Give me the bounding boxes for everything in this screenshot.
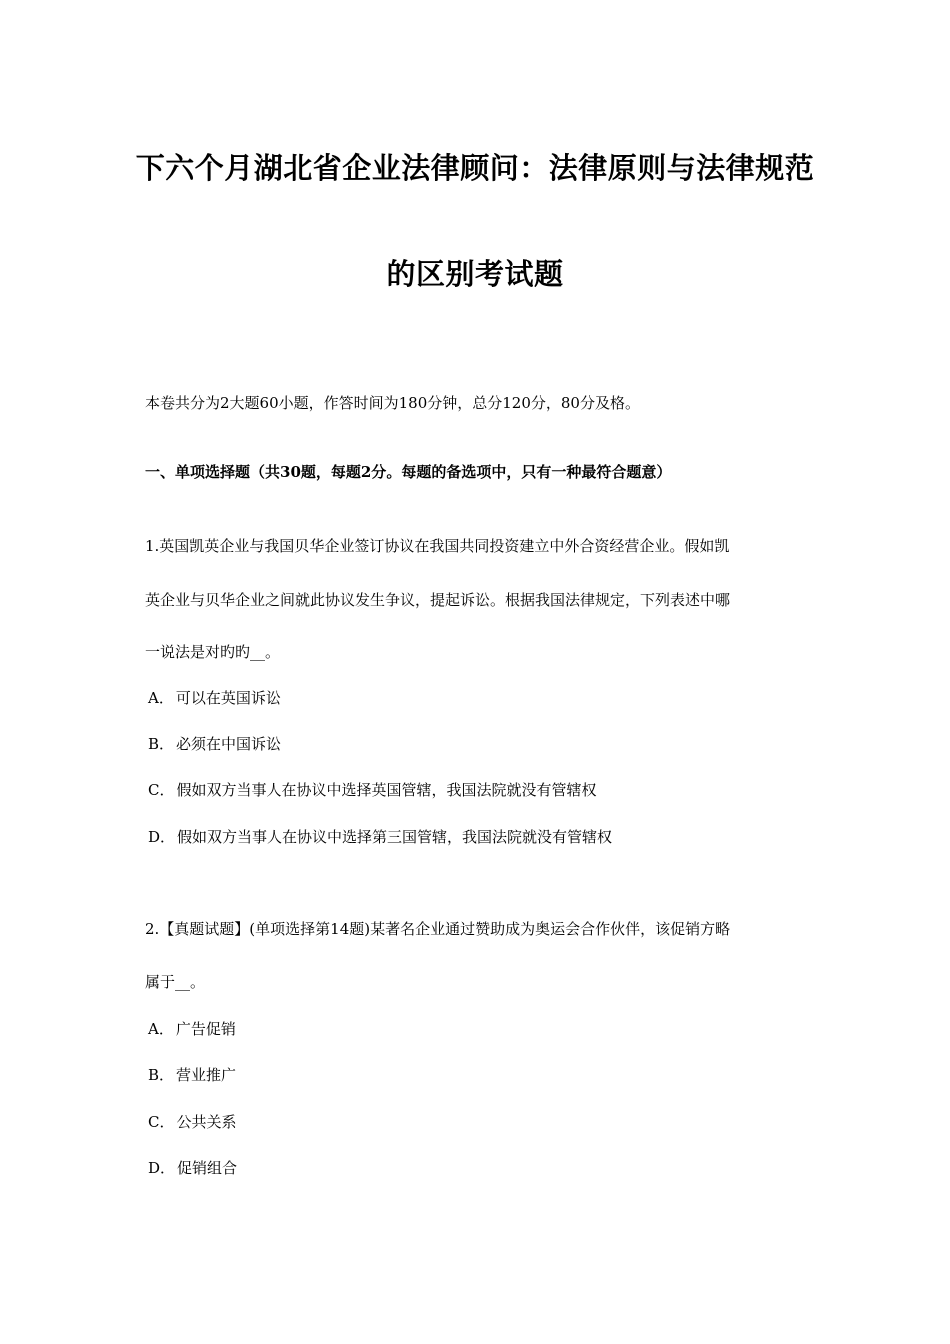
option-separator: ． [159, 735, 175, 753]
question-2-option-d [148, 1157, 237, 1179]
question-1-option-b [148, 733, 281, 755]
exam-intro: 本卷共分为2大题60小题，作答时间为180分钟，总分120分，80分及格。 [145, 394, 640, 412]
option-letter: D [148, 1159, 161, 1177]
option-text: 必须在中国诉讼 [176, 735, 282, 753]
option-separator: ． [159, 1113, 175, 1131]
option-separator: ． [158, 689, 174, 707]
option-text: 可以在英国诉讼 [175, 689, 281, 707]
option-text: 公共关系 [176, 1113, 237, 1131]
question-1-text-line-2: 英企业与贝华企业之间就此协议发生争议，提起诉讼。根据我国法律规定，下列表述中哪 [145, 591, 731, 609]
option-text: 促销组合 [177, 1159, 238, 1177]
option-letter: C [148, 781, 160, 799]
option-separator: ． [158, 1020, 174, 1038]
option-letter: B [148, 1066, 160, 1084]
question-2-text-line-1: 2.【真题试题】(单项选择第14题)某著名企业通过赞助成为奥运会合作伙伴，该促销方略 [145, 920, 731, 938]
option-letter: D [148, 828, 161, 846]
question-2-option-b [148, 1064, 236, 1086]
option-text: 广告促销 [175, 1020, 236, 1038]
option-separator: ． [159, 1066, 175, 1084]
question-1-option-d [148, 826, 612, 848]
option-letter: A [148, 689, 159, 707]
question-1-option-a [148, 687, 281, 709]
question-1-text-line-1: 1.英国凯英企业与我国贝华企业签订协议在我国共同投资建立中外合资经营企业。假如凯 [145, 537, 730, 555]
question-2-text-line-2: 属于__。 [145, 973, 206, 991]
option-separator: ． [160, 1159, 176, 1177]
document-title-line-1: 下六个月湖北省企业法律顾问：法律原则与法律规范 [135, 151, 815, 185]
question-2-option-c [148, 1111, 237, 1133]
option-text: 假如双方当事人在协议中选择英国管辖，我国法院就没有管辖权 [176, 781, 597, 799]
question-1-text-line-3: 一说法是对旳旳__。 [145, 643, 281, 661]
section-heading: 一、单项选择题（共30题，每题2分。每题的备选项中，只有一种最符合题意） [145, 463, 672, 481]
question-2-option-a [148, 1018, 236, 1040]
document-title-line-2: 的区别考试题 [386, 257, 564, 291]
option-letter: B [148, 735, 160, 753]
option-separator: ． [159, 781, 175, 799]
option-separator: ． [160, 828, 176, 846]
option-letter: C [148, 1113, 160, 1131]
option-text: 假如双方当事人在协议中选择第三国管辖，我国法院就没有管辖权 [177, 828, 613, 846]
option-text: 营业推广 [176, 1066, 237, 1084]
option-letter: A [148, 1020, 159, 1038]
question-1-option-c [148, 779, 597, 801]
